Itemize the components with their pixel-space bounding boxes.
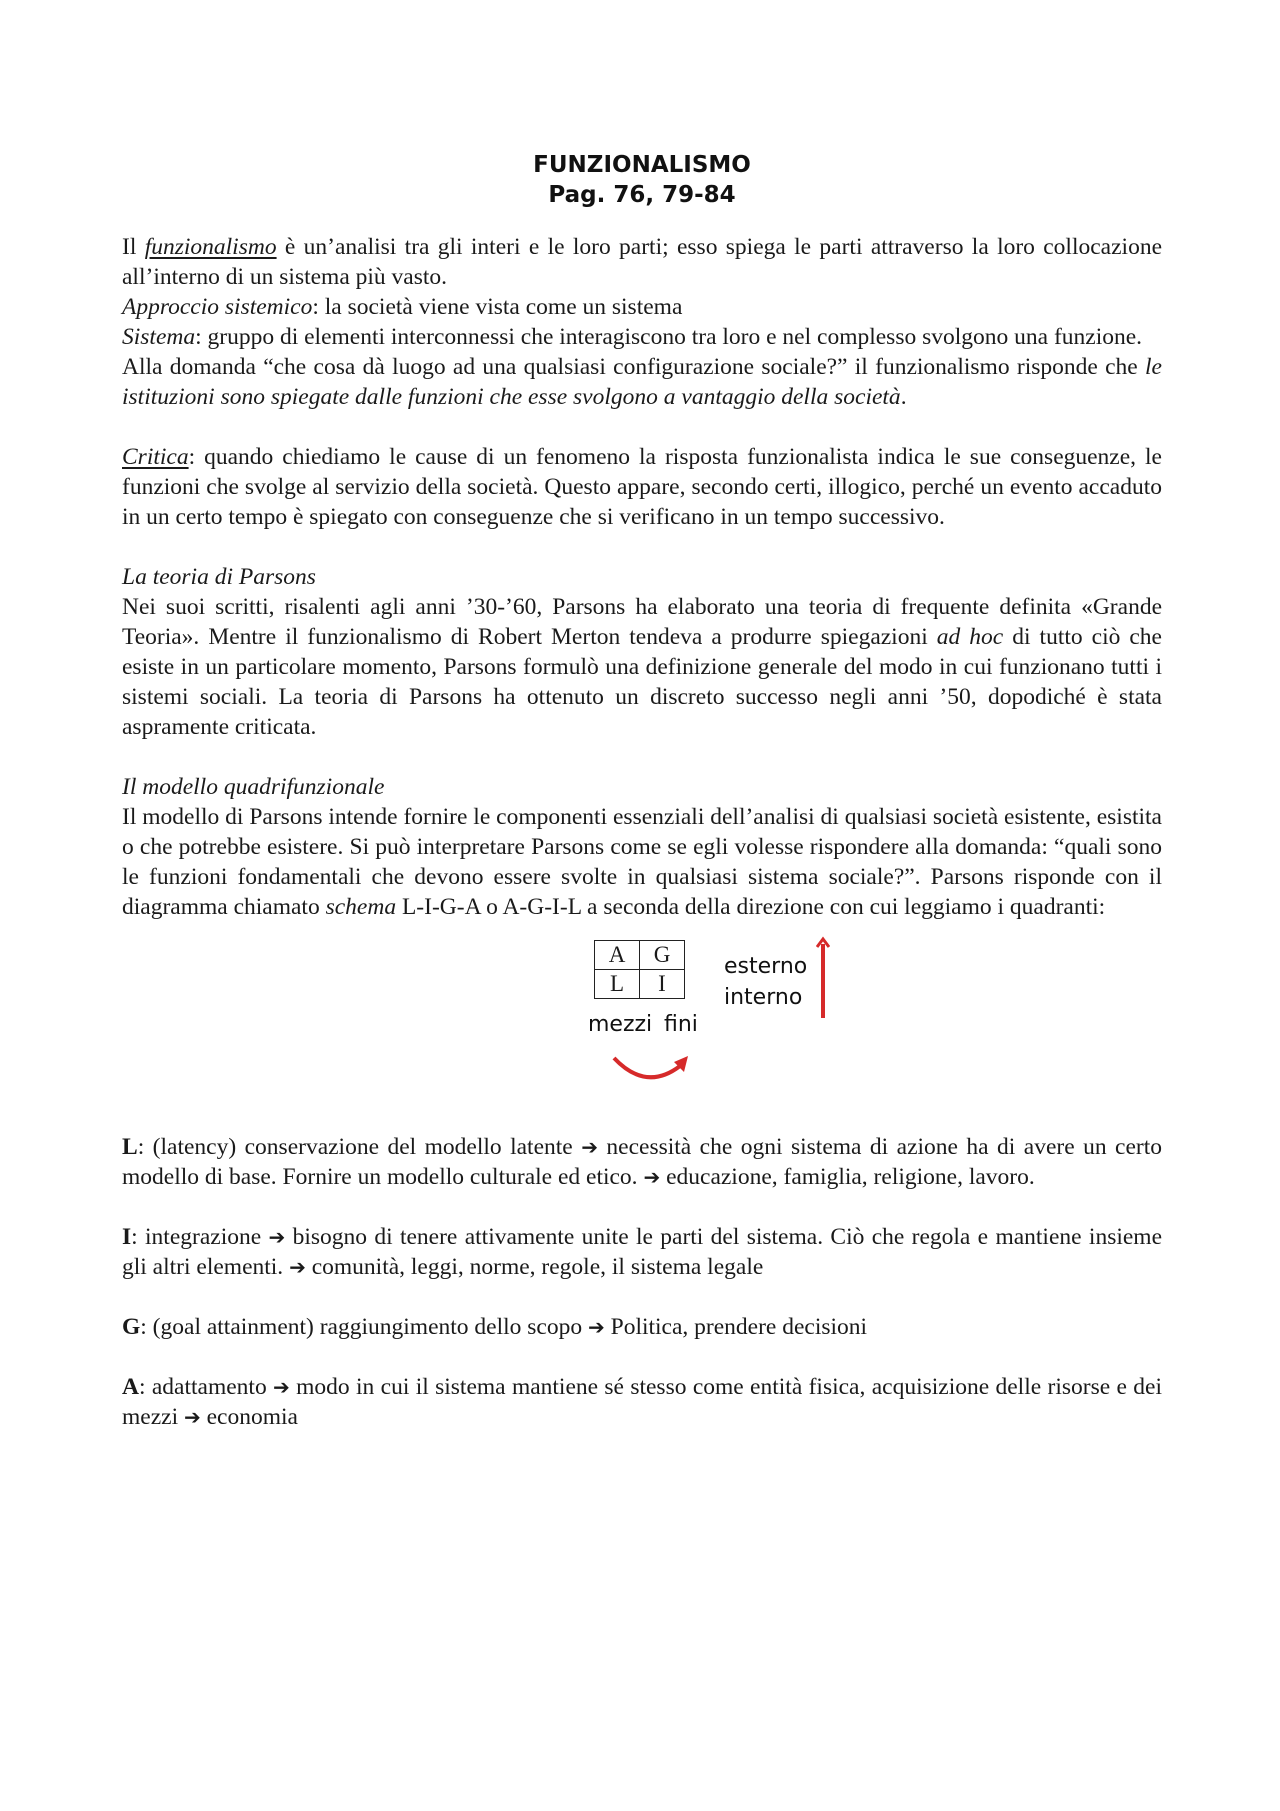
function-g — [122, 1312, 1162, 1342]
curved-arrow-icon — [608, 1052, 692, 1086]
function-text: modo in cui il sistema mantiene sé stesso come entità fisica, acquisizione delle risorse e dei mezzi — [122, 1374, 1162, 1430]
agil-cell-i: I — [640, 970, 685, 999]
arrow-right-icon: ➔ — [289, 1255, 306, 1279]
function-letter: G — [122, 1314, 141, 1340]
function-text: : adattamento — [138, 1374, 274, 1400]
critica-paragraph — [122, 442, 1162, 532]
title-line-1: FUNZIONALISMO — [533, 152, 751, 178]
intro-text: Alla domanda “che cosa dà luogo ad una qualsiasi configurazione sociale?” il funzionalismo risponde che — [122, 354, 1146, 380]
intro-text: : gruppo di elementi interconnessi che interagiscono tra loro e nel complesso svolgono una funzione. — [195, 324, 1143, 350]
intro-italic: le istituzioni sono spiegate dalle funzioni che esse svolgono a vantaggio della società — [122, 354, 1162, 410]
label-fini: fini — [664, 1012, 698, 1037]
agil-diagram — [122, 934, 1162, 1124]
title-line-2: Pag. 76, 79-84 — [548, 182, 736, 208]
label-mezzi: mezzi — [588, 1012, 653, 1037]
parsons-heading-text: La teoria di Parsons — [122, 564, 316, 590]
arrow-right-icon: ➔ — [587, 1315, 605, 1339]
function-letter: L — [122, 1134, 138, 1160]
parsons-text: di tutto ciò che esiste in un particolare momento, Parsons formulò una definizione generale del modo in cui funzionano tutti i sistemi sociali. La teoria di Parsons ha ottenuto un discreto successo negli anni ’50, dopodiché è stata aspramente criticata. — [122, 624, 1162, 740]
function-text: necessità che ogni sistema di azione ha di avere un certo modello di base. Fornire un modello culturale ed etico. — [122, 1134, 1162, 1190]
arrow-right-icon: ➔ — [273, 1375, 290, 1399]
function-text: : integrazione — [131, 1224, 269, 1250]
function-text: : (goal attainment) raggiungimento dello scopo — [140, 1314, 588, 1340]
arrow-right-icon: ➔ — [581, 1135, 598, 1159]
agil-grid — [594, 940, 685, 999]
function-l — [122, 1132, 1162, 1192]
term-critica: Critica — [122, 444, 189, 470]
function-i — [122, 1222, 1162, 1282]
up-arrow-icon — [816, 936, 830, 1020]
parsons-italic: ad hoc — [936, 624, 1004, 650]
function-text: economia — [200, 1404, 298, 1430]
label-interno: interno — [724, 985, 803, 1010]
agil-cell-g: G — [640, 941, 685, 970]
function-letter: I — [122, 1224, 132, 1250]
function-text: Politica, prendere decisioni — [604, 1314, 868, 1340]
arrow-right-icon: ➔ — [268, 1225, 286, 1249]
parsons-text: Nei suoi scritti, risalenti agli anni ’30-’60, Parsons ha elaborato una teoria di frequente definita «Grande Teoria». Mentre il funzionalismo di Robert Merton tendeva a produrre spiegazioni — [122, 594, 1162, 650]
arrow-right-icon: ➔ — [183, 1405, 201, 1429]
function-a — [122, 1372, 1162, 1432]
term-sistema: Sistema — [122, 324, 196, 350]
intro-text: : la società viene vista come un sistema — [312, 294, 683, 320]
function-text: bisogno di tenere attivamente unite le parti del sistema. Ciò che regola e mantiene insieme gli altri elementi. — [122, 1224, 1163, 1280]
arrow-right-icon: ➔ — [643, 1165, 661, 1189]
modello-text: L-I-G-A o A-G-I-L a seconda della direzione con cui leggiamo i quadranti: — [396, 894, 1106, 920]
function-text: : (latency) conservazione del modello latente — [137, 1134, 582, 1160]
label-esterno: esterno — [724, 954, 808, 979]
intro-paragraph-3 — [122, 322, 1162, 352]
function-letter: A — [122, 1374, 139, 1400]
document-title — [122, 150, 1162, 210]
document-page — [122, 150, 1162, 1432]
parsons-heading — [122, 562, 1162, 592]
modello-text: Il modello di Parsons intende fornire le componenti essenziali dell’analisi di qualsiasi società esistente, esistita o che potrebbe esistere. Si può interpretare Parsons come se egli volesse rispondere alla domanda: “quali sono le funzioni fondamentali che devono essere svolte in qualsiasi sistema sociale?”. Parsons risponde con il diagramma chiamato — [122, 804, 1162, 920]
term-funzionalismo: funzionalismo — [144, 234, 277, 260]
agil-cell-l: L — [595, 970, 640, 999]
intro-text: Il — [122, 234, 145, 260]
function-text: comunità, leggi, norme, regole, il sistema legale — [305, 1254, 764, 1280]
intro-paragraph-4 — [122, 352, 1162, 412]
agil-cell-a: A — [595, 941, 640, 970]
modello-heading-text: Il modello quadrifunzionale — [122, 774, 385, 800]
intro-paragraph-2 — [122, 292, 1162, 322]
modello-paragraph — [122, 802, 1162, 922]
modello-italic: schema — [325, 894, 397, 920]
intro-text: . — [900, 384, 907, 410]
term-approccio-sistemico: Approccio sistemico — [122, 294, 313, 320]
modello-heading — [122, 772, 1162, 802]
intro-paragraph-1 — [122, 232, 1162, 292]
parsons-paragraph — [122, 592, 1162, 742]
intro-text: è un’analisi tra gli interi e le loro parti; esso spiega le parti attraverso la loro collocazione all’interno di un sistema più vasto. — [122, 234, 1162, 290]
function-text: educazione, famiglia, religione, lavoro. — [660, 1164, 1035, 1190]
critica-text: : quando chiediamo le cause di un fenomeno la risposta funzionalista indica le sue conseguenze, le funzioni che svolge al servizio della società. Questo appare, secondo certi, illogico, perché un evento accaduto in un certo tempo è spiegato con conseguenze che si verificano in un tempo successivo. — [122, 444, 1162, 530]
